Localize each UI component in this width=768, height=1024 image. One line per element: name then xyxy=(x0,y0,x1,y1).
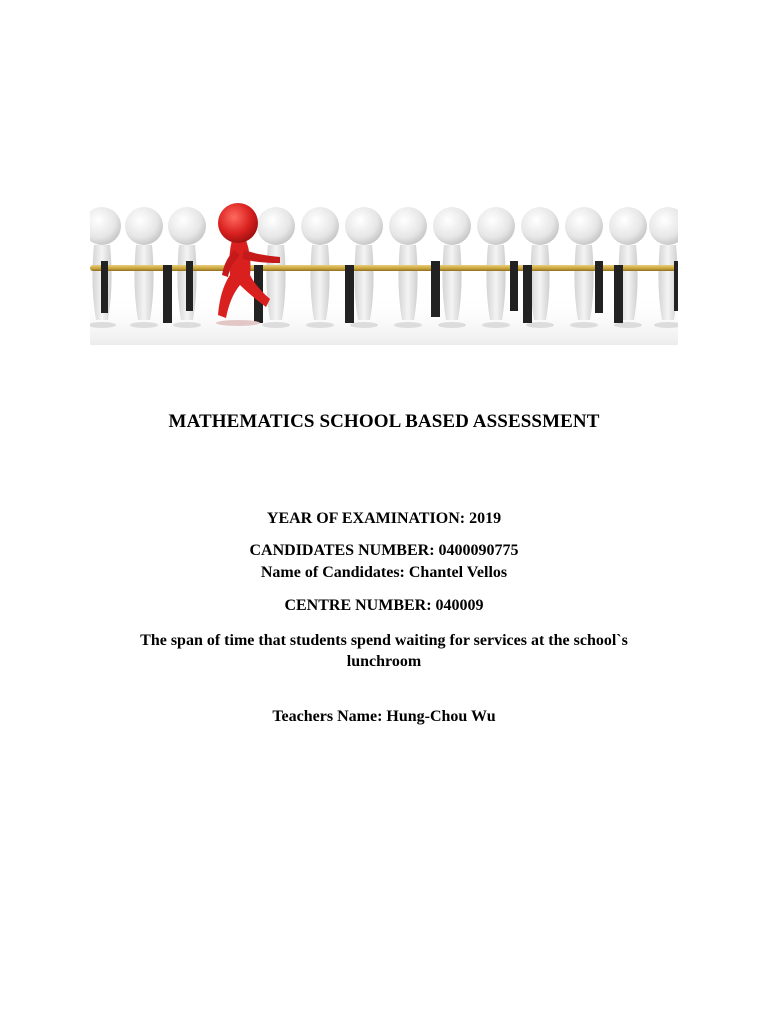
candidates-number: CANDIDATES NUMBER: 0400090775 xyxy=(249,542,519,559)
document-title: MATHEMATICS SCHOOL BASED ASSESSMENT xyxy=(168,411,600,432)
topic-line-1: The span of time that students spend waiting for services at the school`s xyxy=(140,632,628,649)
topic-line-2: lunchroom xyxy=(346,653,422,670)
teacher-name: Teachers Name: Hung-Chou Wu xyxy=(272,708,496,725)
queue-of-figures-illustration xyxy=(90,195,678,345)
centre-number: CENTRE NUMBER: 040009 xyxy=(284,597,484,614)
barrier-rope xyxy=(90,265,678,271)
year-of-examination: YEAR OF EXAMINATION: 2019 xyxy=(266,510,502,527)
candidate-name: Name of Candidates: Chantel Vellos xyxy=(260,564,508,581)
